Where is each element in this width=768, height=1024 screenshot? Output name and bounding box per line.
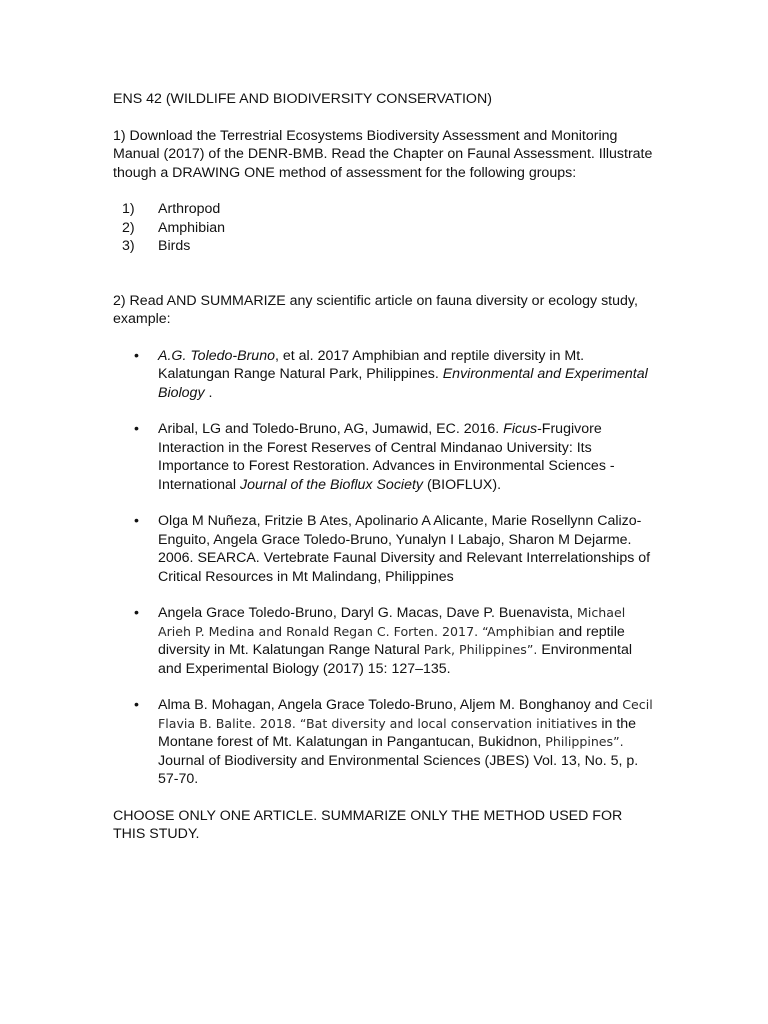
bullet-icon: • xyxy=(134,697,139,713)
reference-text: Journal of Biodiversity and Environmental Sciences (JBES) Vol. 13, No. 5, p. 57-70. xyxy=(158,752,639,787)
assessment-groups-list xyxy=(113,200,658,256)
closing-instruction: CHOOSE ONLY ONE ARTICLE. SUMMARIZE ONLY THE METHOD USED FOR THIS STUDY. xyxy=(113,807,623,842)
reference-text: Michael Arieh P. Medina and Ronald Regan C. Forten. 2017. “Amphibian xyxy=(158,605,626,639)
reference-text: Park, Philippines”. xyxy=(423,642,538,657)
reference-text: Cecil Flavia B. Balite. 2018. “Bat diversity and local conservation initiatives xyxy=(158,697,653,731)
reference-text: and reptile diversity in Mt. Kalatungan Range Natural xyxy=(158,623,625,658)
list-item xyxy=(113,237,658,256)
reference-item xyxy=(113,512,658,586)
reference-text: (BIOFLUX). xyxy=(423,476,502,493)
list-number: 2) xyxy=(122,219,135,236)
group-label: Amphibian xyxy=(158,219,226,236)
reference-journal: Environmental and Experimental Biology xyxy=(158,366,648,401)
bullet-icon: • xyxy=(134,605,139,621)
reference-author: A.G. Toledo-Bruno xyxy=(158,347,275,364)
reference-text: Environmental and Experimental Biology (2017) 15: 127–135. xyxy=(158,642,633,677)
list-number: 1) xyxy=(122,201,135,217)
reference-item xyxy=(113,347,658,403)
reference-item xyxy=(113,420,658,494)
reference-text: Philippines”. xyxy=(545,734,624,749)
reference-item xyxy=(113,696,658,789)
bullet-icon: • xyxy=(134,347,139,364)
reference-text: . xyxy=(204,384,213,401)
bullet-icon: • xyxy=(134,513,139,529)
reference-list xyxy=(113,347,658,789)
reference-text: Aribal, LG and Toledo-Bruno, AG, Jumawid, EC. 2016. xyxy=(158,421,504,437)
reference-item xyxy=(113,604,658,678)
reference-journal: Journal of the Bioflux Society xyxy=(240,476,423,493)
bullet-icon: • xyxy=(134,421,139,437)
group-label: Arthropod xyxy=(158,201,221,217)
list-number: 3) xyxy=(122,238,135,254)
reference-text: in the Montane forest of Mt. Kalatungan in Pangantucan, Bukidnon, xyxy=(158,715,637,750)
document-page xyxy=(113,90,658,844)
reference-text: Alma B. Mohagan, Angela Grace Toledo-Bruno, Aljem M. Bonghanoy and xyxy=(158,697,623,713)
reference-genus: Ficus xyxy=(503,421,538,437)
reference-text: , et al. 2017 Amphibian and reptile diversity in Mt. Kalatungan Range Natural Park, Philippines. xyxy=(158,347,585,382)
group-label: Birds xyxy=(158,238,191,254)
list-item xyxy=(113,200,658,219)
page-heading: ENS 42 (WILDLIFE AND BIODIVERSITY CONSERVATION) xyxy=(113,91,492,107)
reference-text: -Frugivore Interaction in the Forest Reserves of Central Mindanao University: Its Importance to Forest Restoration. Advances in Environmental Sciences - International xyxy=(158,421,615,493)
task-1-text: 1) Download the Terrestrial Ecosystems Biodiversity Assessment and Monitoring Manual (2017) of the DENR-BMB. Read the Chapter on Faunal Assessment. Illustrate though a DRAWING ONE method of assessment for the following groups: xyxy=(113,127,653,181)
reference-text: Angela Grace Toledo-Bruno, Daryl G. Macas, Dave P. Buenavista, xyxy=(158,605,578,621)
task-2-text: 2) Read AND SUMMARIZE any scientific article on fauna diversity or ecology study, example: xyxy=(113,292,638,327)
reference-text: Olga M Nuñeza, Fritzie B Ates, Apolinario A Alicante, Marie Rosellynn Calizo-Enguito, Angela Grace Toledo-Bruno, Yunalyn I Labajo, Sharon M Dejarme. 2006. SEARCA. Vertebrate Faunal Diversity and Relevant Interrelationships of Critical Resources in Mt Malindang, Philippines xyxy=(158,513,651,585)
list-item xyxy=(113,219,658,238)
